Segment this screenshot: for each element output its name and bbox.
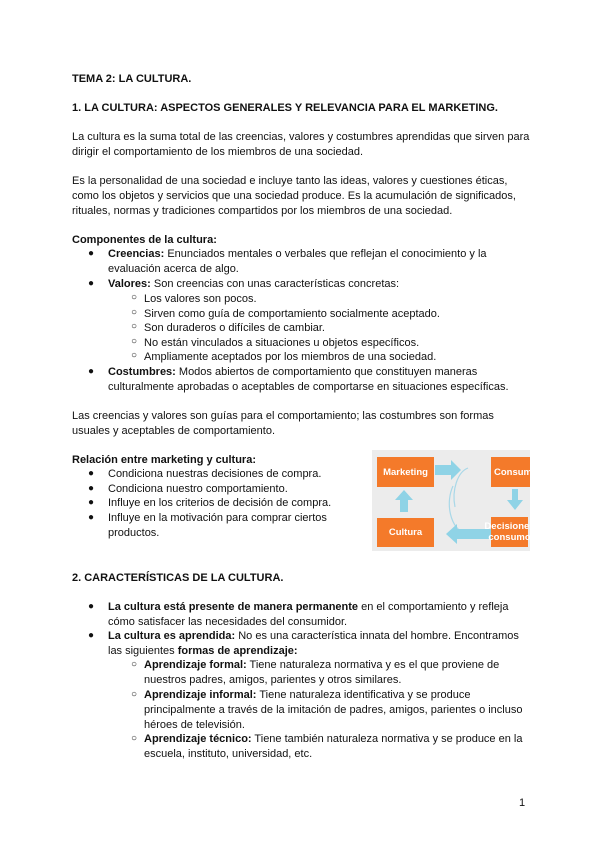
term-formal: Aprendizaje formal: <box>144 659 247 671</box>
bullet-ring: ○ <box>131 292 138 303</box>
paragraph-personality: Es la personalidad de una sociedad e incluye tanto las ideas, valores y cuestiones éticas, como los objetos y servicios que una sociedad produce. Es la acumulación de significados, rituales, normas y tradiciones compartidos por los miembros de una sociedad. <box>72 175 516 217</box>
list-item-creencias <box>108 247 518 277</box>
list-item-costumbres <box>108 365 523 395</box>
term-costumbres: Costumbres: <box>108 366 176 378</box>
bullet-dot: ● <box>88 497 95 508</box>
relation-heading: Relación entre marketing y cultura: <box>72 454 256 466</box>
term-tecnico: Aprendizaje técnico: <box>144 733 252 745</box>
bullet-dot: ● <box>88 483 95 494</box>
bullet-dot: ● <box>88 366 95 377</box>
diagram-box-cultura: Cultura <box>377 518 434 547</box>
bullet-dot: ● <box>88 630 95 641</box>
term-informal: Aprendizaje informal: <box>144 689 257 701</box>
desc-costumbres: Modos abiertos de comportamiento que constituyen maneras culturalmente aprobadas o aceptables de comportarse en situaciones específicas. <box>108 366 509 393</box>
marketing-culture-diagram <box>372 450 550 551</box>
list-item-valor: Ampliamente aceptados por los miembros de una sociedad. <box>144 351 437 363</box>
list-item-relation: Influye en la motivación para comprar ciertos productos. <box>108 512 327 539</box>
list-item-relation: Condiciona nuestras decisiones de compra. <box>108 468 322 480</box>
list-item-valor: Sirven como guía de comportamiento socialmente aceptado. <box>144 308 440 320</box>
section-2-heading: 2. CARACTERÍSTICAS DE LA CULTURA. <box>72 572 284 584</box>
bullet-ring: ○ <box>131 350 138 361</box>
list-item-valor: Son duraderos o difíciles de cambiar. <box>144 322 325 334</box>
term-creencias: Creencias: <box>108 248 165 260</box>
section-1-heading: 1. LA CULTURA: ASPECTOS GENERALES Y RELEVANCIA PARA EL MARKETING. <box>72 102 498 114</box>
arrow-down-icon <box>507 489 523 510</box>
bullet-ring: ○ <box>131 659 138 670</box>
desc-informal: Tiene naturaleza identificativa y se produce principalmente a través de la imitación de padres, amigos, parientes o incluso héroes de televisión. <box>144 689 523 731</box>
desc-tecnico: Tiene también naturaleza normativa y se produce en la escuela, instituto, universidad, etc. <box>144 733 523 760</box>
term-permanente: La cultura está presente de manera permanente <box>108 601 359 613</box>
bullet-dot: ● <box>88 468 95 479</box>
term-aprendida: La cultura es aprendida: <box>108 630 236 642</box>
bullet-ring: ○ <box>131 336 138 347</box>
bullet-ring: ○ <box>131 689 138 700</box>
components-heading: Componentes de la cultura: <box>72 234 217 246</box>
paragraph-guides: Las creencias y valores son guías para el comportamiento; las costumbres son formas usuales y aceptables de comportamiento. <box>72 410 494 437</box>
term-valores: Valores: <box>108 278 151 290</box>
list-item-valor: Los valores son pocos. <box>144 293 257 305</box>
desc-valores: Son creencias con unas características concretas: <box>150 278 400 290</box>
list-item-relation: Influye en los criterios de decisión de compra. <box>108 497 332 509</box>
list-item-formal <box>144 658 529 688</box>
list-item-informal <box>144 688 529 733</box>
bullet-ring: ○ <box>131 733 138 744</box>
list-item-permanente <box>108 600 528 630</box>
diagram-box-decisiones: Decisiones consumo <box>491 517 528 547</box>
bullet-dot: ● <box>88 248 95 259</box>
arrow-right-icon <box>435 460 461 480</box>
list-item-valores <box>108 277 518 292</box>
list-item-relation: Condiciona nuestro comportamiento. <box>108 483 288 495</box>
desc-creencias: Enunciados mentales o verbales que reflejan el conocimiento y la evaluación acerca de algo. <box>108 248 487 275</box>
list-item-tecnico <box>144 732 529 762</box>
bullet-ring: ○ <box>131 321 138 332</box>
desc-permanente: en el comportamiento y refleja cómo satisfacer las necesidades del consumidor. <box>108 601 509 628</box>
bullet-dot: ● <box>88 512 95 523</box>
paragraph-definition: La cultura es la suma total de las creencias, valores y costumbres aprendidas que sirven para dirigir el comportamiento de los miembros de una sociedad. <box>72 131 530 158</box>
diagram-box-consumidor: Consumidor <box>491 457 530 487</box>
bullet-dot: ● <box>88 278 95 289</box>
arrow-up-icon <box>395 490 413 512</box>
diagram-box-marketing: Marketing <box>377 457 434 487</box>
bullet-dot: ● <box>88 601 95 612</box>
list-item-valor: No están vinculados a situaciones u objetos específicos. <box>144 337 420 349</box>
document-title: TEMA 2: LA CULTURA. <box>72 73 192 85</box>
page-number: 1 <box>519 797 526 809</box>
term-formas: formas de aprendizaje: <box>177 645 298 657</box>
desc-formal: Tiene naturaleza normativa y es el que proviene de nuestros padres, amigos, parientes y otros similares. <box>144 659 500 686</box>
list-item-aprendida <box>108 629 528 659</box>
desc-aprendida: No es una característica innata del hombre. Encontramos las siguientes <box>108 630 519 657</box>
bullet-ring: ○ <box>131 307 138 318</box>
